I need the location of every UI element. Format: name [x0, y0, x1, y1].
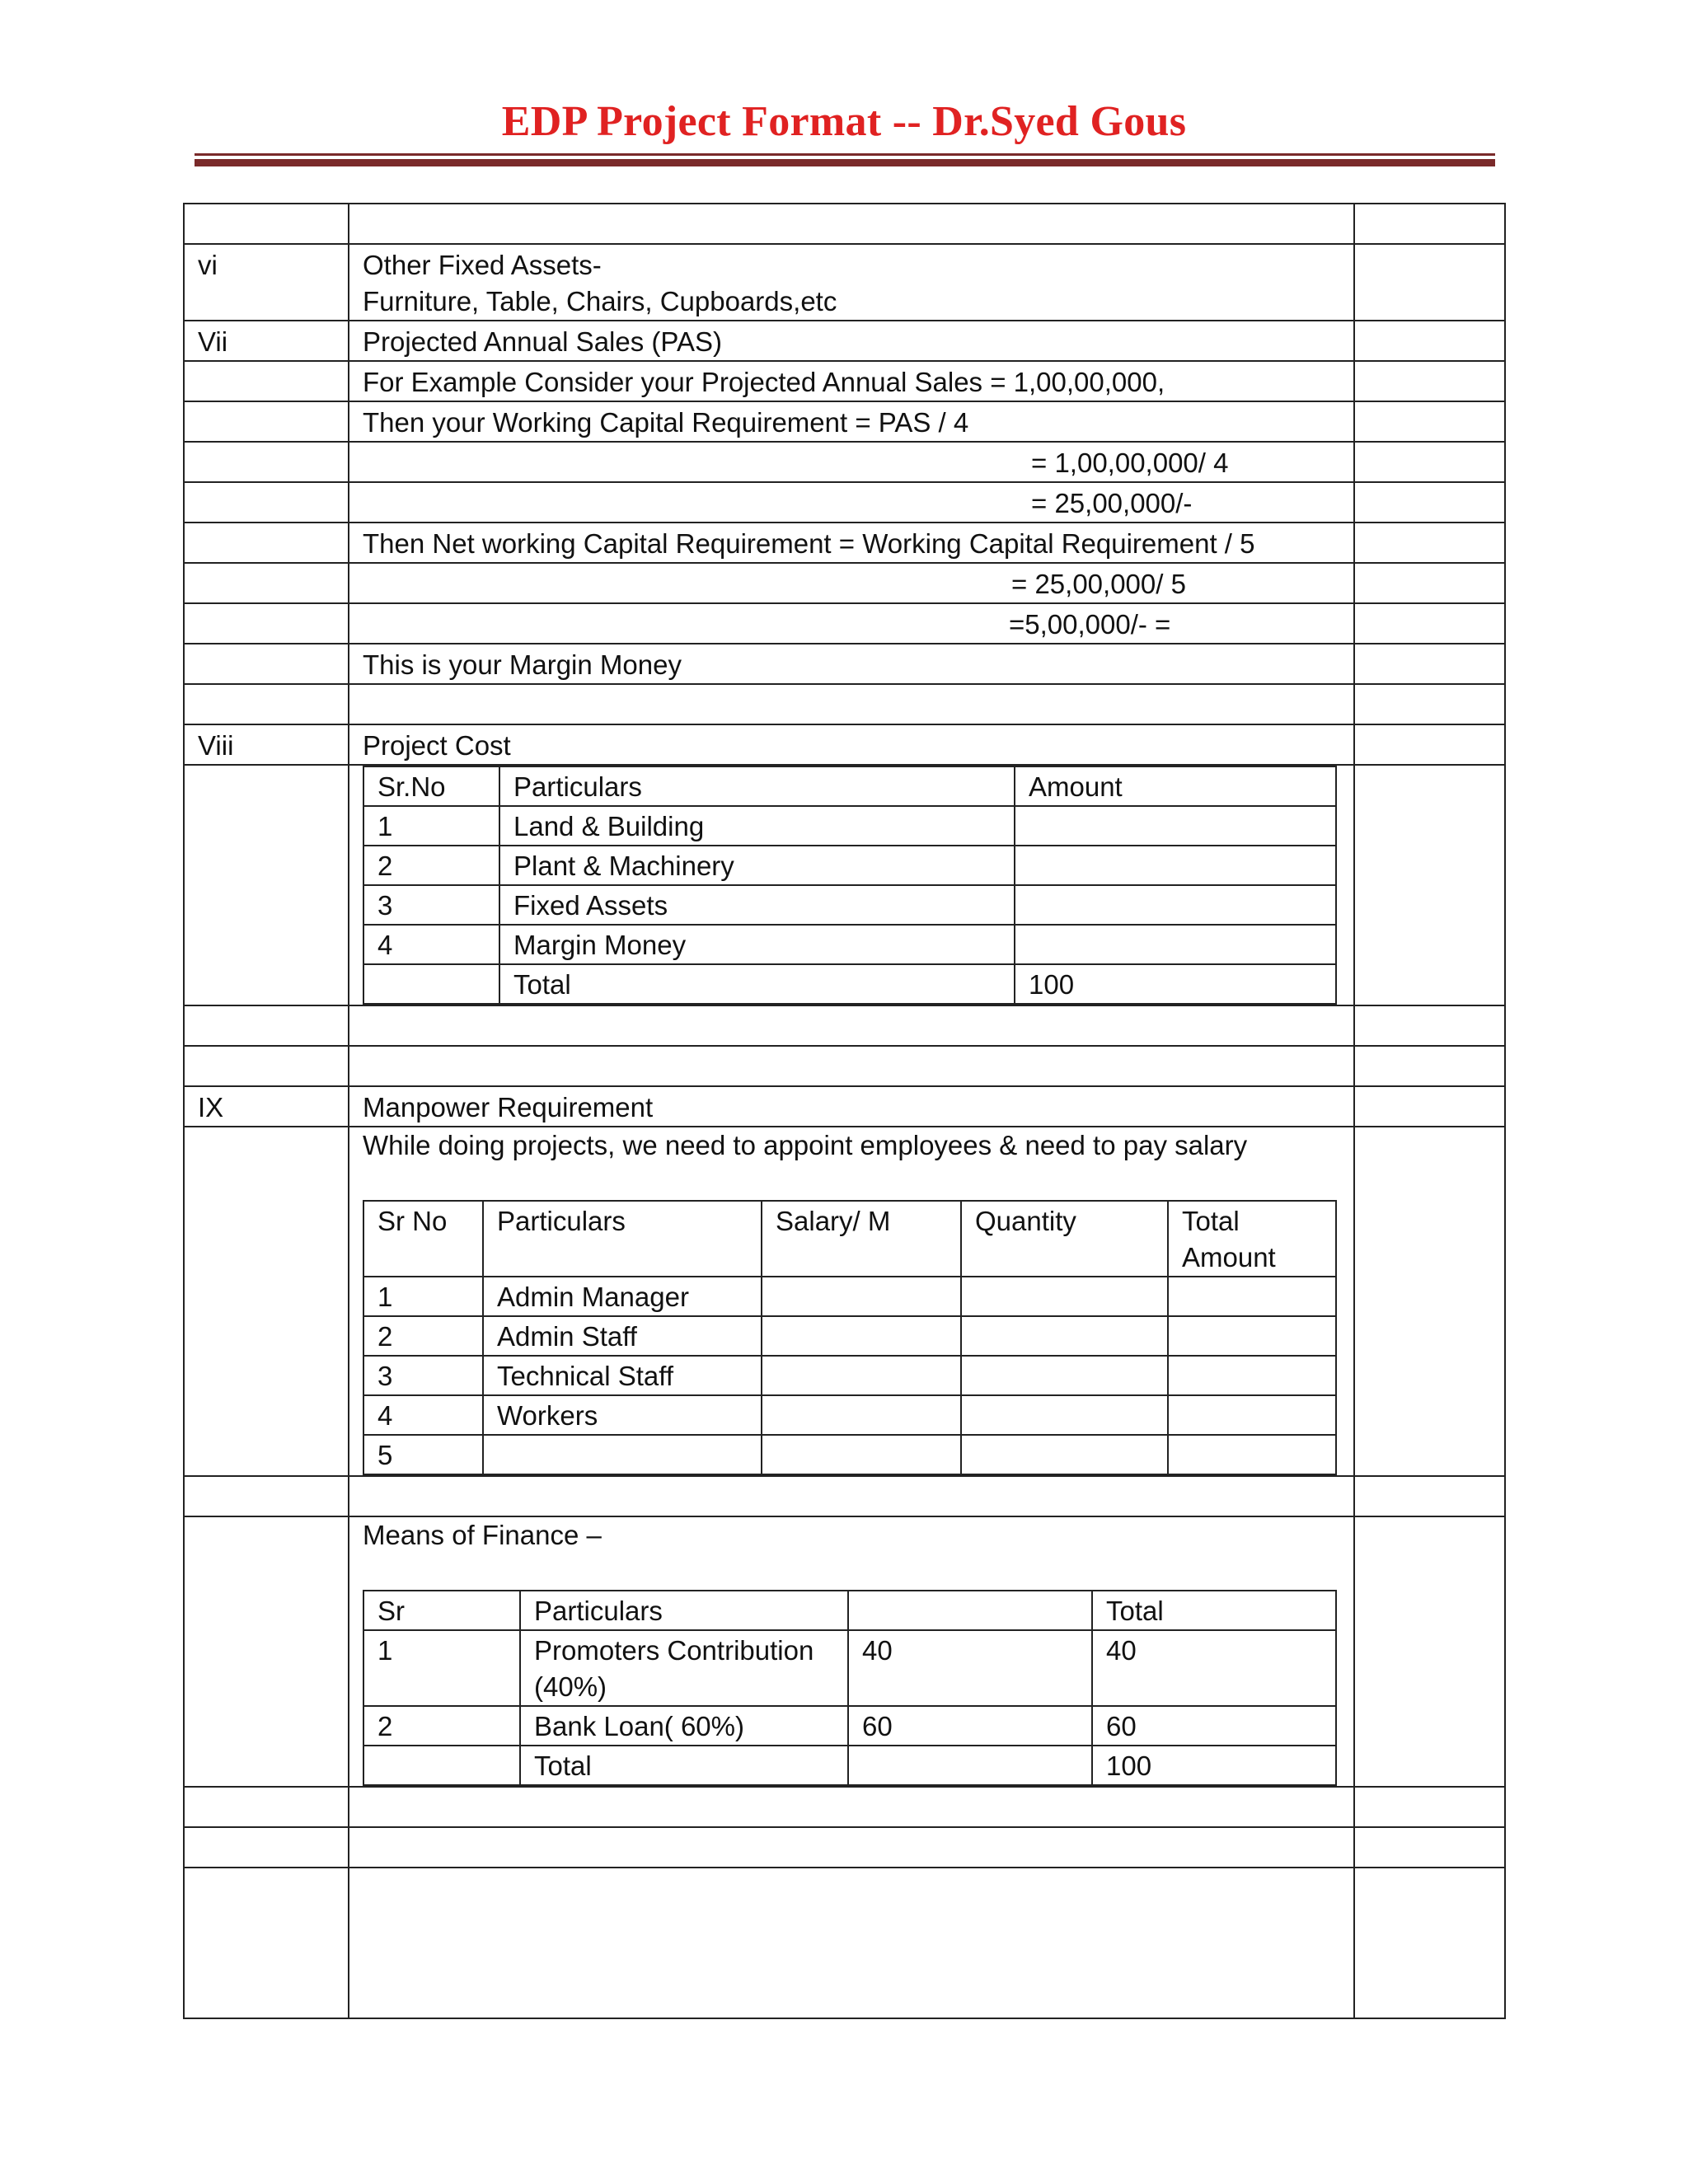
row-number: Vii: [184, 321, 349, 361]
table-row: [184, 563, 1505, 603]
table-row-vi: [184, 244, 1505, 321]
table-row: 3 Technical Staff: [363, 1356, 1336, 1395]
section-heading: Manpower Requirement: [349, 1086, 1354, 1127]
row-number: IX: [184, 1086, 349, 1127]
line: Then your Working Capital Requirement = PAS / 4: [349, 401, 1354, 442]
column-header: [848, 1591, 1092, 1630]
table-row: [184, 1127, 1505, 1476]
project-format-table: [183, 203, 1506, 2019]
table-row: [184, 1868, 1505, 2018]
row-number: vi: [184, 244, 349, 321]
column-header: Sr: [363, 1591, 520, 1630]
project-cost-table: [363, 766, 1337, 1005]
table-row: [184, 204, 1505, 244]
table-row: [184, 684, 1505, 724]
line: = 25,00,000/-: [349, 482, 1354, 523]
table-row: 5: [363, 1435, 1336, 1474]
table-row: [184, 442, 1505, 482]
column-header: Amount: [1015, 766, 1336, 806]
table-row-viii: [184, 724, 1505, 765]
table-row: [184, 1046, 1505, 1086]
table-row: [184, 1827, 1505, 1868]
title-rule-thin: [195, 153, 1495, 156]
line: = 25,00,000/ 5: [349, 563, 1354, 603]
column-header: Sr No: [363, 1201, 483, 1277]
table-row: [184, 765, 1505, 1005]
table-header-row: [363, 1201, 1336, 1277]
line: =5,00,000/- =: [349, 603, 1354, 644]
table-row: [184, 644, 1505, 684]
manpower-table: [363, 1200, 1337, 1475]
line: = 1,00,00,000/ 4: [349, 442, 1354, 482]
table-row: [184, 523, 1505, 563]
table-header-row: [363, 766, 1336, 806]
table-row: 1 Admin Manager: [363, 1277, 1336, 1316]
column-header: Particulars: [499, 766, 1015, 806]
table-row: 2 Bank Loan( 60%) 60 60: [363, 1706, 1336, 1746]
line: Other Fixed Assets-: [363, 250, 602, 280]
line: Furniture, Table, Chairs, Cupboards,etc: [363, 286, 837, 316]
column-header: Particulars: [520, 1591, 848, 1630]
line: For Example Consider your Projected Annual Sales = 1,00,00,000,: [349, 361, 1354, 401]
table-row: [184, 1476, 1505, 1516]
table-row-vii: [184, 321, 1505, 361]
table-row: 4 Workers: [363, 1395, 1336, 1435]
table-row: 2 Plant & Machinery: [363, 846, 1336, 885]
table-row: [184, 1787, 1505, 1827]
column-header: Total Amount: [1168, 1201, 1336, 1277]
table-row: 1 Promoters Contribution (40%) 40 40: [363, 1630, 1336, 1706]
table-row: [184, 1005, 1505, 1046]
line: Projected Annual Sales (PAS): [349, 321, 1354, 361]
table-row: 1 Land & Building: [363, 806, 1336, 846]
table-row-finance: [184, 1516, 1505, 1787]
page-title: EDP Project Format -- Dr.Syed Gous: [501, 98, 1187, 145]
table-row: [184, 482, 1505, 523]
table-row: [184, 603, 1505, 644]
table-row: 2 Admin Staff: [363, 1316, 1336, 1356]
table-row: 4 Margin Money: [363, 925, 1336, 964]
section-heading: Project Cost: [349, 724, 1354, 765]
column-header: Quantity: [961, 1201, 1168, 1277]
line: Then Net working Capital Requirement = Working Capital Requirement / 5: [349, 523, 1354, 563]
table-row: [184, 361, 1505, 401]
table-row: 3 Fixed Assets: [363, 885, 1336, 925]
column-header: Sr.No: [363, 766, 499, 806]
table-header-row: [363, 1591, 1336, 1630]
section-heading: Means of Finance –: [363, 1520, 602, 1550]
row-number: Viii: [184, 724, 349, 765]
table-row: [184, 401, 1505, 442]
column-header: Salary/ M: [762, 1201, 961, 1277]
column-header: Particulars: [483, 1201, 762, 1277]
line: This is your Margin Money: [349, 644, 1354, 684]
table-row: Total 100: [363, 1746, 1336, 1785]
column-header: Total: [1092, 1591, 1336, 1630]
table-row-ix: [184, 1086, 1505, 1127]
section-description: While doing projects, we need to appoint employees & need to pay salary: [363, 1130, 1248, 1160]
table-row: Total 100: [363, 964, 1336, 1004]
means-of-finance-table: [363, 1590, 1337, 1786]
title-rule-thick: [195, 159, 1495, 166]
